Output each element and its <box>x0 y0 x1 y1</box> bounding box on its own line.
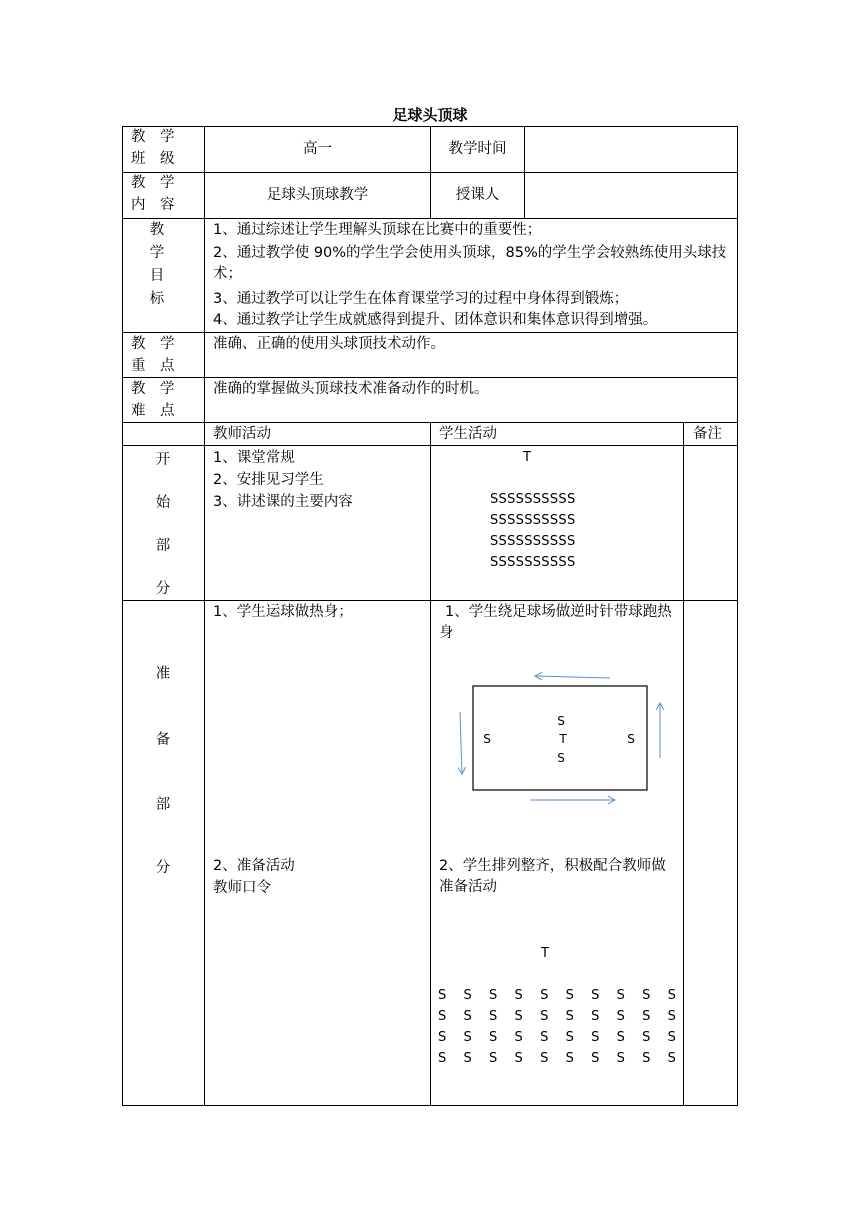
content-label-2: 内 容 <box>131 197 175 213</box>
formation-student: S <box>463 1030 472 1045</box>
formation-row <box>438 1048 676 1069</box>
field-left-s: S <box>483 732 491 746</box>
prep-formation-teacher: T <box>541 946 550 961</box>
formation-student: S <box>438 1009 447 1024</box>
formation-row: SSSSSSSSSS <box>490 492 576 507</box>
formation-student: S <box>489 988 498 1003</box>
formation-student: S <box>642 1051 651 1066</box>
formation-student: S <box>642 1009 651 1024</box>
formation-student: S <box>591 988 600 1003</box>
prep-student-item-2: 2、学生排列整齐，积极配合教师做准备活动 <box>439 858 666 895</box>
objective-item: 4、通过教学让学生成就感得到提升、团体意识和集体意识得到增强。 <box>213 312 658 328</box>
formation-student: S <box>667 988 676 1003</box>
column-header-teacher: 教师活动 <box>213 426 271 442</box>
prep-teacher-item-2: 2、准备活动 <box>213 858 295 874</box>
objective-item: 1、通过综述让学生理解头顶球在比赛中的重要性； <box>213 222 542 238</box>
formation-student: S <box>489 1030 498 1045</box>
column-header-student: 学生活动 <box>439 426 497 442</box>
formation-student: S <box>642 1030 651 1045</box>
formation-student: S <box>565 988 574 1003</box>
field-top-s: S <box>557 714 565 728</box>
formation-student: S <box>591 1051 600 1066</box>
objective-item: 3、通过教学可以让学生在体育课堂学习的过程中身体得到锻炼； <box>213 291 629 307</box>
column-header-remarks: 备注 <box>693 426 722 442</box>
class-value: 高一 <box>303 141 332 157</box>
field-right-s: S <box>627 732 635 746</box>
formation-student: S <box>463 1009 472 1024</box>
formation-student: S <box>565 1051 574 1066</box>
formation-student: S <box>540 988 549 1003</box>
formation-student: S <box>565 1030 574 1045</box>
formation-student: S <box>438 988 447 1003</box>
formation-student: S <box>463 1051 472 1066</box>
prep-teacher-item-2-sub: 教师口令 <box>213 880 271 896</box>
field-center-t: T <box>559 732 567 746</box>
teacher-label: 授课人 <box>455 187 500 203</box>
list-item: 3、讲述课的主要内容 <box>213 494 353 510</box>
formation-student: S <box>438 1030 447 1045</box>
document-title: 足球头顶球 <box>392 106 468 124</box>
formation-row: SSSSSSSSSS <box>490 534 576 549</box>
class-label-2: 班 级 <box>131 151 175 167</box>
formation-row: SSSSSSSSSS <box>490 513 576 528</box>
formation-student: S <box>540 1051 549 1066</box>
field-diagram <box>440 660 680 810</box>
formation-student: S <box>642 988 651 1003</box>
formation-student: S <box>514 1009 523 1024</box>
formation-student: S <box>540 1009 549 1024</box>
formation-student: S <box>591 1030 600 1045</box>
formation-student: S <box>565 1009 574 1024</box>
list-item: 2、安排见习学生 <box>213 472 324 488</box>
difficulty-label-2: 难 点 <box>131 403 175 419</box>
formation-student: S <box>514 1051 523 1066</box>
arrow-left-icon <box>460 712 462 774</box>
formation-student: S <box>667 1009 676 1024</box>
formation-student: S <box>514 988 523 1003</box>
arrow-top-icon <box>535 676 610 678</box>
formation-student: S <box>616 988 625 1003</box>
formation-row: SSSSSSSSSS <box>490 555 576 570</box>
formation-student: S <box>616 1051 625 1066</box>
key-point-text: 准确、正确的使用头球顶技术动作。 <box>213 336 445 352</box>
formation-row <box>438 1027 676 1048</box>
formation-row <box>438 985 676 1006</box>
objective-item: 2、通过教学使 90%的学生学会使用头顶球，85%的学生学会较熟练使用头球技术； <box>213 245 727 282</box>
list-item: 1、课堂常规 <box>213 450 295 466</box>
formation-student: S <box>540 1030 549 1045</box>
difficulty-label: 教 学 <box>131 381 175 397</box>
formation-student: S <box>667 1030 676 1045</box>
formation-teacher: T <box>523 450 532 465</box>
formation-student: S <box>616 1009 625 1024</box>
formation-student: S <box>438 1051 447 1066</box>
formation-student: S <box>489 1051 498 1066</box>
class-label: 教 学 <box>131 129 175 145</box>
formation-student: S <box>591 1009 600 1024</box>
formation-student: S <box>514 1030 523 1045</box>
content-label: 教 学 <box>131 175 175 191</box>
formation-student: S <box>616 1030 625 1045</box>
content-value: 足球头顶球教学 <box>266 187 369 203</box>
formation-row <box>438 1006 676 1027</box>
prep-teacher-item-1: 1、学生运球做热身； <box>213 604 353 620</box>
key-point-label: 教 学 <box>131 336 175 352</box>
formation-student: S <box>463 988 472 1003</box>
difficulty-text: 准确的掌握做头顶球技术准备动作的时机。 <box>213 381 489 397</box>
prep-student-item-1: 1、学生绕足球场做逆时针带球跑热身 <box>439 604 672 641</box>
prep-formation <box>438 985 678 1069</box>
time-label: 教学时间 <box>448 141 507 157</box>
formation-student: S <box>667 1051 676 1066</box>
field-bottom-s: S <box>557 751 565 765</box>
formation-student: S <box>489 1009 498 1024</box>
key-point-label-2: 重 点 <box>131 358 175 374</box>
